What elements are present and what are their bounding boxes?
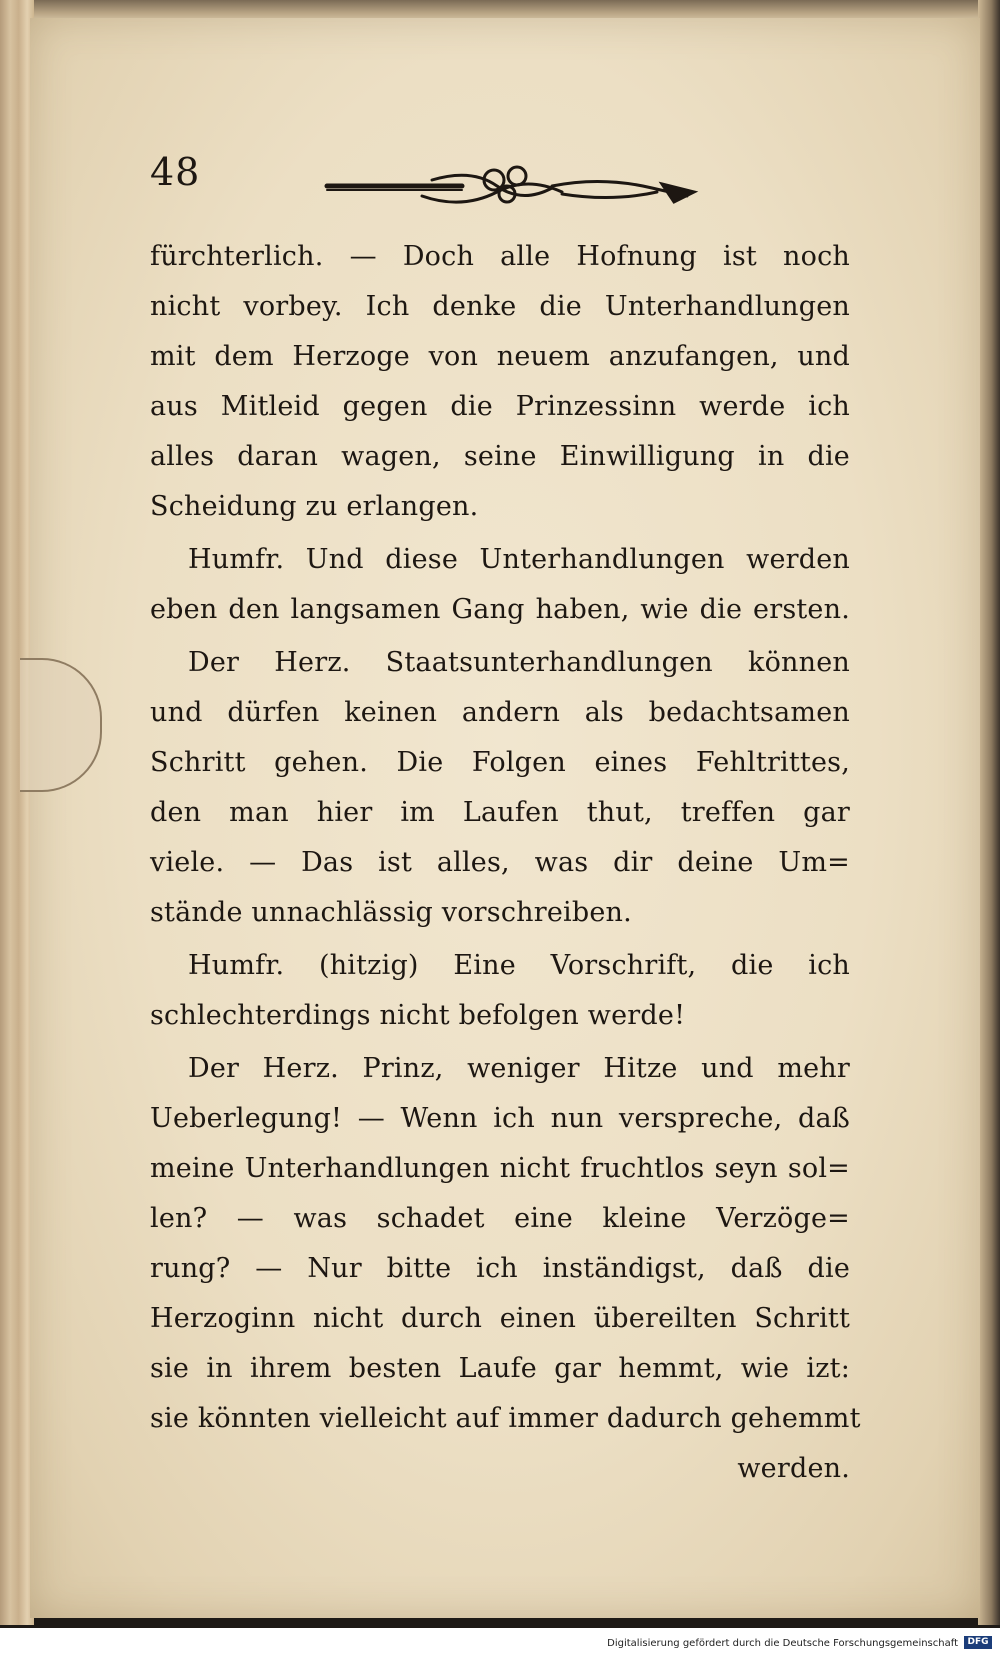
text-line: meine Unterhandlungen nicht fruchtlos seyn sol= <box>150 1153 850 1184</box>
book-right-edge <box>978 0 1000 1625</box>
text-line: aus Mitleid gegen die Prinzessinn werde ich <box>150 391 850 422</box>
page-tab-marker <box>20 658 102 792</box>
text-line: viele. — Das ist alles, was dir deine Um= <box>150 847 850 878</box>
text-line: stände unnachlässig vorschreiben. <box>150 897 632 928</box>
text-line: len? — was schadet eine kleine Verzöge= <box>150 1203 850 1234</box>
text-line: Schritt gehen. Die Folgen eines Fehltrittes, <box>150 747 850 778</box>
text-line: Scheidung zu erlangen. <box>150 491 479 522</box>
ornament-vignette <box>322 158 702 218</box>
body-text <box>150 232 861 1494</box>
book-left-edge <box>0 0 34 1625</box>
text-line: Herzoginn nicht durch einen übereilten Schritt <box>150 1303 850 1334</box>
text-line: eben den langsamen Gang haben, wie die ersten. <box>150 594 850 625</box>
text-line: sie in ihrem besten Laufe gar hemmt, wie izt: <box>150 1353 850 1384</box>
text-line: alles daran wagen, seine Einwilligung in die <box>150 441 850 472</box>
text-line: Humfr. Und diese Unterhandlungen werden <box>188 544 850 575</box>
page-number: 48 <box>150 150 201 194</box>
text-line: den man hier im Laufen thut, treffen gar <box>150 797 850 828</box>
text-line: und dürfen keinen andern als bedachtsamen <box>150 697 850 728</box>
text-line: Ueberlegung! — Wenn ich nun verspreche, daß <box>150 1103 850 1134</box>
text-line: Humfr. (hitzig) Eine Vorschrift, die ich <box>188 950 850 981</box>
text-line: schlechterdings nicht befolgen werde! <box>150 1000 686 1031</box>
text-line: rung? — Nur bitte ich inständigst, daß die <box>150 1253 850 1284</box>
dfg-logo: DFG <box>964 1636 992 1649</box>
text-line: nicht vorbey. Ich denke die Unterhandlungen <box>150 291 850 322</box>
text-line: fürchterlich. — Doch alle Hofnung ist noch <box>150 241 850 272</box>
footer-credit: Digitalisierung gefördert durch die Deutsche Forschungsgemeinschaft <box>607 1638 958 1649</box>
text-line: werden. <box>737 1453 850 1484</box>
text-line: Der Herz. Staatsunterhandlungen können <box>188 647 850 678</box>
text-line: mit dem Herzoge von neuem anzufangen, und <box>150 341 850 372</box>
text-line: sie könnten vielleicht auf immer dadurch gehemmt <box>150 1403 861 1434</box>
text-line: Der Herz. Prinz, weniger Hitze und mehr <box>188 1053 850 1084</box>
